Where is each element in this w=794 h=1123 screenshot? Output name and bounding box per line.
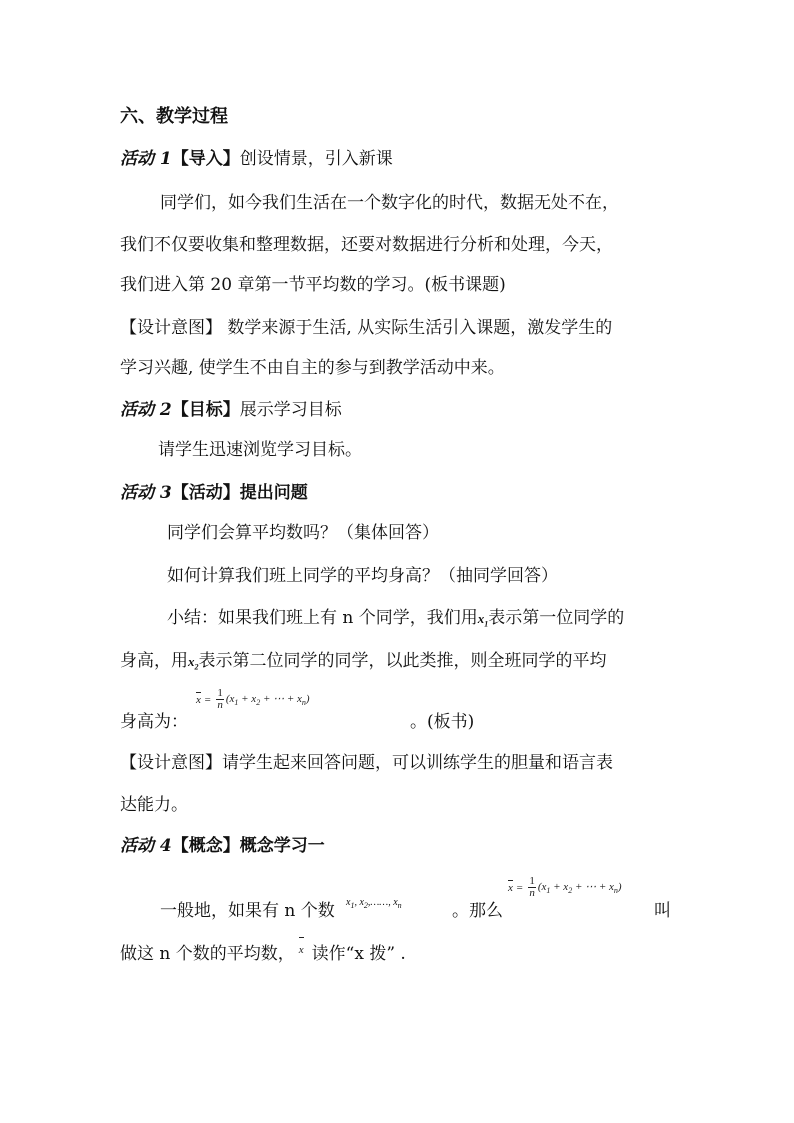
summary-line-2 <box>120 650 607 679</box>
fraction <box>216 688 224 711</box>
activity-title: 提出问题 <box>239 483 308 503</box>
activity-title: 创设情景，引入新课 <box>239 149 393 169</box>
paragraph-line: 同学们，如今我们生活在一个数字化的时代，数据无处不在， <box>160 193 619 213</box>
activity-3-heading <box>120 482 308 504</box>
variable-x1: $x_1$ <box>477 611 489 629</box>
activity-tag: 【导入】 <box>171 149 240 169</box>
fraction-numerator: 1 <box>529 875 535 887</box>
summary-text: 身高，用 <box>120 651 188 671</box>
summary-text: 表示第二位同学的同学，以此类推，则全班同学的平均 <box>198 651 607 671</box>
x-bar-symbol: x <box>508 881 513 894</box>
definition-text: 。那么 <box>452 901 503 921</box>
definition-text: 叫 <box>654 901 671 921</box>
activity-number: 活动 2 <box>120 400 172 420</box>
definition-line-1 <box>160 900 335 922</box>
summary-text: 表示第一位同学的 <box>488 608 625 628</box>
activity-title: 概念学习一 <box>239 836 325 856</box>
numbers-list: $x_1$, $x_2,\dots\dots$, $x_n$ <box>346 897 402 910</box>
design-intent: 达能力。 <box>120 795 188 815</box>
summary-text: 小结：如果我们班上有 n 个同学，我们用 <box>167 608 478 628</box>
design-intent: 【设计意图】 数学来源于生活, 从实际生活引入课题，激发学生的 <box>120 318 613 338</box>
mean-formula: x = $\frac{1}{n}$ ($x_1 + x_2$ + ⋯ + $x_n$) <box>196 687 310 711</box>
x-bar-inline <box>299 939 304 961</box>
definition-line-2 <box>120 943 406 967</box>
summary-text: 。(板书) <box>410 712 475 732</box>
activity-2-heading <box>120 399 342 421</box>
question-line: 如何计算我们班上同学的平均身高？（抽同学回答） <box>167 566 558 586</box>
paragraph-line: 我们进入第 20 章第一节平均数的学习。(板书课题) <box>120 275 506 295</box>
summary-line-3 <box>120 711 474 733</box>
formula-body: ($x_1 + x_2$ + ⋯ + $x_n$) <box>225 692 310 708</box>
fraction <box>528 876 536 899</box>
summary-line-1 <box>167 607 624 636</box>
definition-text: 一般地，如果有 n 个数 <box>160 901 335 921</box>
activity-1-heading <box>120 148 393 170</box>
formula-body: ($x_1 + x_2$ + ⋯ + $x_n$) <box>537 880 622 896</box>
variable-x2: $x_2$ <box>188 654 199 672</box>
definition-text: 做这 n 个数的平均数， <box>120 944 295 964</box>
section-title: 六、教学过程 <box>120 106 228 127</box>
question-line: 同学们会算平均数吗？（集体回答） <box>167 523 439 543</box>
activity-title: 展示学习目标 <box>239 400 342 420</box>
fraction-numerator: 1 <box>217 687 223 699</box>
activity-tag: 【活动】 <box>171 483 240 503</box>
activity-tag: 【概念】 <box>171 836 240 856</box>
activity-number: 活动 3 <box>120 483 172 503</box>
activity-number: 活动 4 <box>120 836 172 856</box>
definition-text: 读作“x 拨” . <box>311 944 406 964</box>
activity-number: 活动 1 <box>120 149 172 169</box>
summary-text: 身高为： <box>120 712 188 732</box>
design-intent: 【设计意图】请学生起来回答问题，可以训练学生的胆量和语言表 <box>120 753 613 773</box>
fraction-denominator: n <box>529 887 535 899</box>
design-intent: 学习兴趣, 使学生不由自主的参与到教学活动中来。 <box>120 358 505 378</box>
activity-4-heading <box>120 835 325 857</box>
mean-formula-definition: x = $\frac{1}{n}$ ($x_1 + x_2$ + ⋯ + $x_n$) <box>508 875 622 899</box>
fraction-denominator: n <box>217 699 223 711</box>
activity-tag: 【目标】 <box>171 400 240 420</box>
x-bar-symbol: x <box>196 693 201 706</box>
paragraph-line: 请学生迅速浏览学习目标。 <box>158 440 362 460</box>
paragraph-line: 我们不仅要收集和整理数据，还要对数据进行分析和处理，今天， <box>120 235 613 255</box>
x-bar-symbol: x <box>299 939 304 961</box>
